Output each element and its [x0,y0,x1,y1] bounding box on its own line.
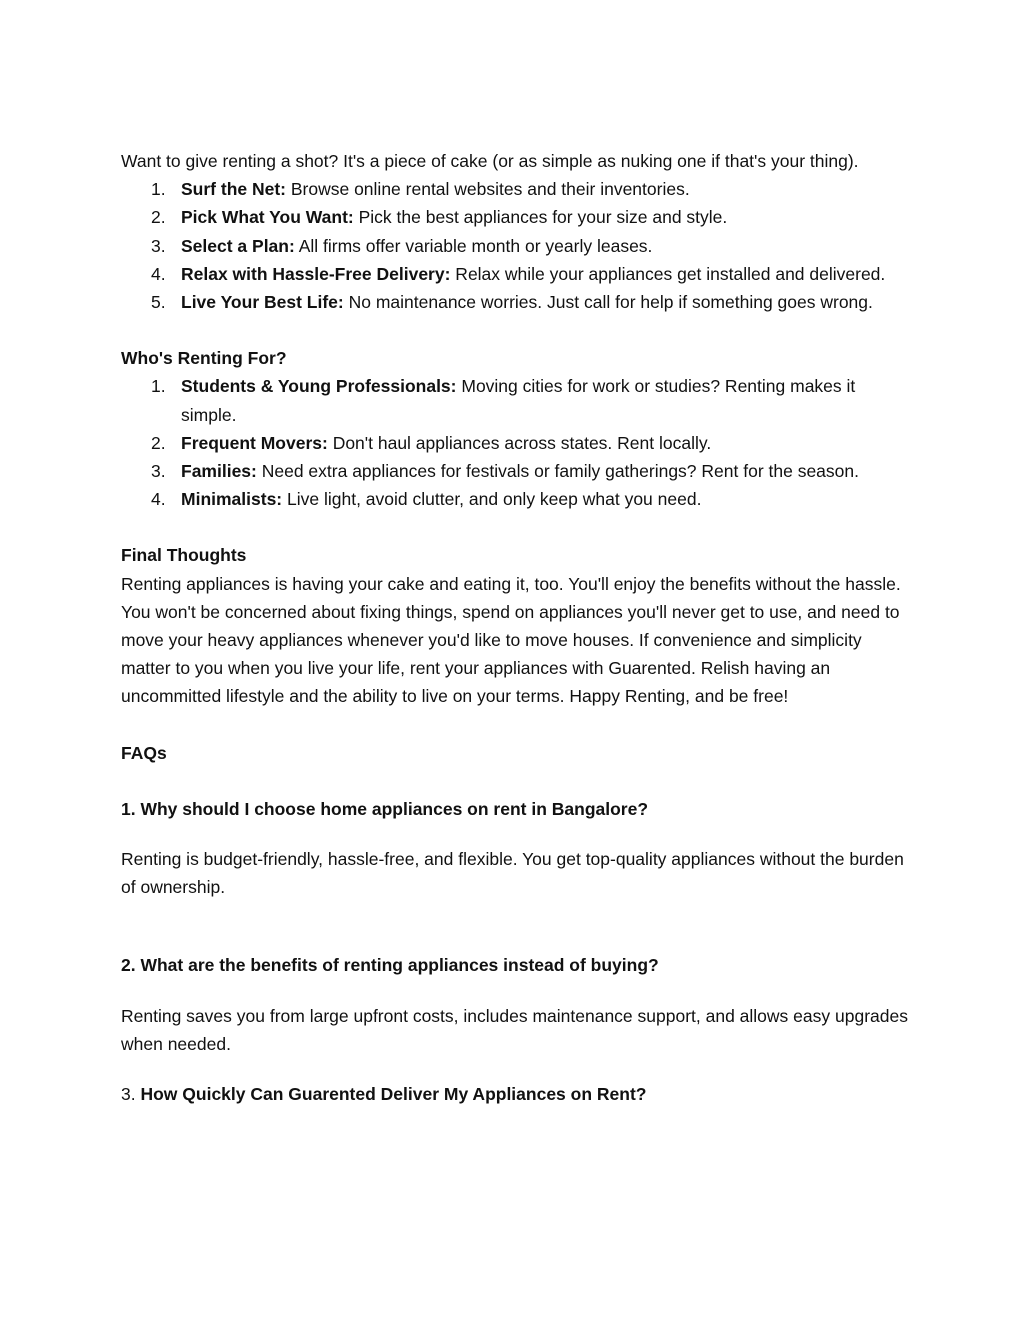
list-item: 2. Frequent Movers: Don't haul appliances across states. Rent locally. [151,432,712,453]
intro-paragraph: Want to give renting a shot? It's a piece of cake (or as simple as nuking one if that's your thing). [121,151,859,171]
faq1-answer: Renting is budget-friendly, hassle-free, and flexible. You get top-quality appliances without the burden of ownership. [121,849,904,898]
final-heading: Final Thoughts [121,545,247,566]
faqs-heading: FAQs [121,742,167,763]
list-item: 2. Pick What You Want: Pick the best appliances for your size and style. [151,207,728,228]
steps-list [121,175,911,316]
who-heading: Who's Renting For? [121,348,287,369]
who-list [121,372,911,513]
list-item: 3. Families: Need extra appliances for festivals or family gatherings? Rent for the season. [151,461,859,482]
faq1-question: 1. Why should I choose home appliances on rent in Bangalore? [121,798,649,819]
list-item: 3. Select a Plan: All firms offer variable month or yearly leases. [151,235,653,256]
list-item: 1. Students & Young Professionals: Moving cities for work or studies? Renting makes it simple. [151,376,856,425]
list-item: 1. Surf the Net: Browse online rental websites and their inventories. [151,179,690,200]
faq2-answer: Renting saves you from large upfront costs, includes maintenance support, and allows easy upgrades when needed. [121,1005,908,1054]
faq2-question: 2. What are the benefits of renting appliances instead of buying? [121,955,659,976]
faq3-question: 3. How Quickly Can Guarented Deliver My Appliances on Rent? [121,1084,647,1105]
list-item: 4. Minimalists: Live light, avoid clutter, and only keep what you need. [151,489,702,510]
final-paragraph: Renting appliances is having your cake and eating it, too. You'll enjoy the benefits without the hassle. You won't be concerned about fixing things, spend on appliances you'll never get to use, and need to move your heavy appliances whenever you'd like to move houses. If convenience and simplicity matter to you when you live your life, rent your appliances with Guarented. Relish having an uncommitted lifestyle and the ability to live on your terms. Happy Renting, and be free! [121,573,901,707]
list-item: 4. Relax with Hassle-Free Delivery: Relax while your appliances get installed and delivered. [151,263,886,284]
document-page [121,147,911,1108]
list-item: 5. Live Your Best Life: No maintenance worries. Just call for help if something goes wrong. [151,292,873,313]
